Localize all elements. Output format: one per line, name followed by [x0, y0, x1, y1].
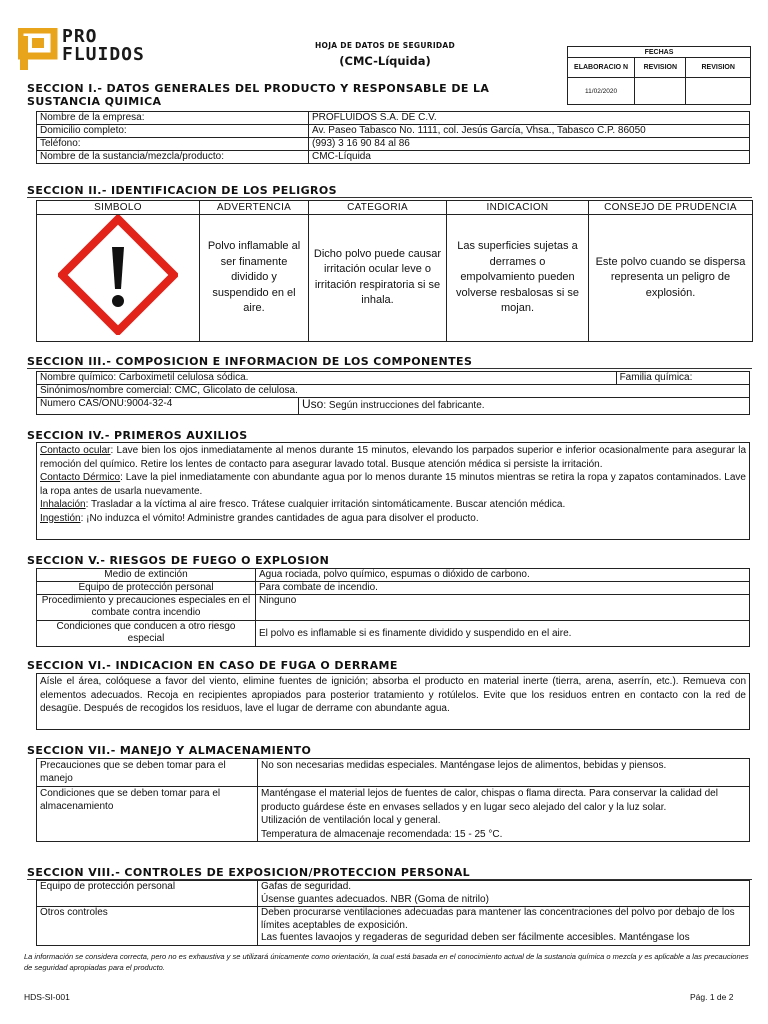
ingestion-text: : ¡No induzca el vómito! Administre grandes cantidades de agua para disolver el producto. — [80, 512, 479, 524]
section-1-title — [27, 82, 489, 108]
row-value: (993) 3 16 90 84 al 86 — [309, 138, 750, 151]
row-value: Av. Paseo Tabasco No. 1111, col. Jesús García, Vhsa., Tabasco C.P. 86050 — [309, 125, 750, 138]
dates-header: FECHAS — [568, 47, 751, 58]
handling-table — [36, 758, 750, 842]
familia-quimica: Familia química: — [616, 372, 749, 385]
row-label: Procedimiento y precauciones especiales en el combate contra incendio — [37, 595, 256, 621]
consejo-text: Este polvo cuando se dispersa representa un peligro de explosión. — [589, 215, 753, 342]
section-6-title: SECCION VI.- INDICACION EN CASO DE FUGA O DERRAME — [27, 659, 398, 672]
document-code: HDS-SI-001 — [24, 992, 70, 1002]
table-row — [37, 621, 750, 647]
row-label: Nombre de la empresa: — [37, 112, 309, 125]
row-value: Para combate de incendio. — [256, 582, 750, 595]
row-label: Nombre de la sustancia/mezcla/producto: — [37, 151, 309, 164]
revision-1-date — [635, 78, 686, 105]
numero-cas: Numero CAS/ONU:9004-32-4 — [37, 398, 299, 415]
row-value: No son necesarias medidas especiales. Manténgase lejos de alimentos, bebidas y piensos. — [258, 759, 750, 787]
table-row — [37, 125, 750, 138]
uso-cell — [299, 398, 750, 415]
ppe-value — [258, 881, 750, 907]
uso-text: : Según instrucciones del fabricante. — [323, 400, 485, 411]
section-4-title: SECCION IV.- PRIMEROS AUXILIOS — [27, 429, 248, 442]
table-row — [37, 881, 750, 907]
ingestion-label: Ingestión — [40, 512, 81, 524]
fire-risk-table — [36, 568, 750, 647]
storage-line-1: Manténgase el material lejos de fuentes de calor, chispas o flama directa. Para conservar la calidad del producto guárdese éste en envases sellados y en lugar seco alejado del calor y la luz solar. — [261, 788, 718, 813]
col-revision-1: REVISION — [635, 58, 686, 78]
logo-text-line2: FLUIDOS — [62, 44, 145, 65]
section-8-title: SECCION VIII.- CONTROLES DE EXPOSICION/PROTECCION PERSONAL — [27, 866, 471, 879]
other-controls-value — [258, 907, 750, 946]
table-row — [37, 787, 750, 842]
categoria-text: Dicho polvo puede causar irritación ocular leve o irritación respiratoria si se inhala. — [309, 215, 447, 342]
table-row — [37, 138, 750, 151]
other-controls-line-1: Deben procurarse ventilaciones adecuadas para mantener las concentraciones del polvo por debajo de los límites aceptables de exposición. — [261, 907, 735, 931]
section-2-rule — [27, 197, 752, 198]
indicacion-text: Las superficies sujetas a derrames o empolvamiento pueden volverse resbalosas si se mojan. — [447, 215, 589, 342]
section-5-title: SECCION V.- RIESGOS DE FUEGO O EXPLOSION — [27, 554, 330, 567]
exclamation-hazard-icon — [58, 215, 178, 335]
table-row — [37, 759, 750, 787]
row-value: PROFLUIDOS S.A. DE C.V. — [309, 112, 750, 125]
advertencia-text: Polvo inflamable al ser finamente dividido y suspendido en el aire. — [200, 215, 309, 342]
ocular-text: : Lave bien los ojos inmediatamente al menos durante 15 minutos, elevando los parpados superior e inferior ocasionalmente para asegurar la remoción del químico. Retire los lentes de contacto para asegurar lavado total. Busque atención médica si persiste la irritación. — [40, 445, 747, 470]
table-row — [37, 151, 750, 164]
spill-box: Aísle el área, colóquese a favor del viento, elimine fuentes de ignición; absorba el producto en material inerte (tierra, arena, aserrín, etc.). Remueva con elementos adecuados. Recoja en recipientes apropiados para posterior tratamiento y rotúlelos. Evite que los residuos entren en contacto con la red de desagüe. Después de recogidos los residuos, lave el lugar de derrame con abundante agua. — [36, 673, 750, 730]
row-label: Domicilio completo: — [37, 125, 309, 138]
row-label: Equipo de protección personal — [37, 881, 258, 907]
ppe-line-1: Gafas de seguridad. — [261, 881, 352, 892]
elaboracion-date: 11/02/2020 — [568, 78, 635, 105]
first-aid-box — [36, 442, 750, 540]
row-label: Equipo de protección personal — [37, 582, 256, 595]
document-title: HOJA DE DATOS DE SEGURIDAD — [314, 41, 456, 50]
page-number: Pág. 1 de 2 — [690, 992, 734, 1002]
first-aid-inhalacion — [40, 498, 746, 512]
table-row — [37, 582, 750, 595]
section-7-title: SECCION VII.- MANEJO Y ALMACENAMIENTO — [27, 744, 312, 757]
row-label: Teléfono: — [37, 138, 309, 151]
row-label: Condiciones que se deben tomar para el almacenamiento — [37, 787, 258, 842]
dates-table — [563, 46, 751, 105]
row-value: El polvo es inflamable si es finamente dividido y suspendido en el aire. — [256, 621, 750, 647]
nombre-quimico: Nombre químico: Carboximetil celulosa sódica. — [37, 372, 617, 385]
uso-label: Uso — [302, 397, 324, 411]
first-aid-ocular — [40, 444, 746, 471]
logo-text-line1: PRO — [62, 26, 98, 47]
dermico-text: : Lave la piel inmediatamente con abundante agua por lo menos durante 15 minutos mientras se retira la ropa y zapatos contaminados. Lave la ropa antes de usarla nuevamente. — [40, 472, 746, 497]
section-3-rule — [27, 368, 752, 369]
table-row — [37, 569, 750, 582]
header-advertencia: ADVERTENCIA — [200, 201, 309, 215]
table-row — [37, 112, 750, 125]
hazard-symbol-cell — [37, 215, 200, 342]
dermico-label: Contacto Dérmico — [40, 472, 121, 483]
col-revision-2: REVISION — [686, 58, 751, 78]
row-value: Agua rociada, polvo químico, espumas o dióxido de carbono. — [256, 569, 750, 582]
document-subtitle: (CMC-Líquida) — [339, 54, 431, 68]
general-data-table — [36, 111, 750, 164]
inhalacion-label: Inhalación — [40, 499, 86, 510]
first-aid-dermico — [40, 471, 746, 498]
header-categoria: CATEGORIA — [309, 201, 447, 215]
composition-table — [36, 371, 750, 415]
table-row — [37, 595, 750, 621]
row-label: Medio de extinción — [37, 569, 256, 582]
ocular-label: Contacto ocular — [40, 445, 111, 456]
storage-line-3: Temperatura de almacenaje recomendada: 15 - 25 °C. — [261, 828, 503, 840]
disclaimer-note: La información se considera correcta, pero no es exhaustiva y se utilizará únicamente como orientación, la cual está basada en el conocimiento actual de la sustancia química o mezcla y es aplicable a las precauciones de seguridad apropiadas para el producto. — [24, 952, 749, 972]
row-label: Condiciones que conducen a otro riesgo especial — [37, 621, 256, 647]
row-label: Precauciones que se deben tomar para el manejo — [37, 759, 258, 787]
revision-2-date — [686, 78, 751, 105]
exposure-table — [36, 880, 750, 946]
section-3-title: SECCION III.- COMPOSICION E INFORMACION DE LOS COMPONENTES — [27, 355, 473, 368]
header-simbolo: SIMBOLO — [37, 201, 200, 215]
storage-conditions — [258, 787, 750, 842]
row-value: CMC-Líquida — [309, 151, 750, 164]
section-1-title-line2: SUSTANCIA QUIMICA — [27, 95, 162, 108]
table-row — [37, 907, 750, 946]
first-aid-ingestion — [40, 512, 746, 526]
row-value: Ninguno — [256, 595, 750, 621]
sinonimos: Sinónimos/nombre comercial: CMC, Glicolato de celulosa. — [37, 385, 750, 398]
ppe-line-2: Úsense guantes adecuados. NBR (Goma de nitrilo) — [261, 893, 489, 905]
section-1-title-line1: SECCION I.- DATOS GENERALES DEL PRODUCTO Y RESPONSABLE DE LA — [27, 82, 490, 95]
row-label: Otros controles — [37, 907, 258, 946]
other-controls-line-2: Las fuentes lavaojos y regaderas de seguridad deben ser fácilmente accesibles. Manténgase los — [261, 932, 690, 943]
company-logo — [18, 28, 153, 70]
storage-line-2: Utilización de ventilación local y general. — [261, 815, 441, 826]
col-elaboracion: ELABORACIO N — [568, 58, 635, 78]
inhalacion-text: : Trasladar a la víctima al aire fresco. Trátese cualquier irritación sintomáticamente. Buscar atención médica. — [85, 499, 566, 510]
hazard-table — [36, 200, 753, 342]
header-indicacion: INDICACION — [447, 201, 589, 215]
header-consejo: CONSEJO DE PRUDENCIA — [589, 201, 753, 215]
section-2-title: SECCION II.- IDENTIFICACION DE LOS PELIGROS — [27, 184, 337, 197]
